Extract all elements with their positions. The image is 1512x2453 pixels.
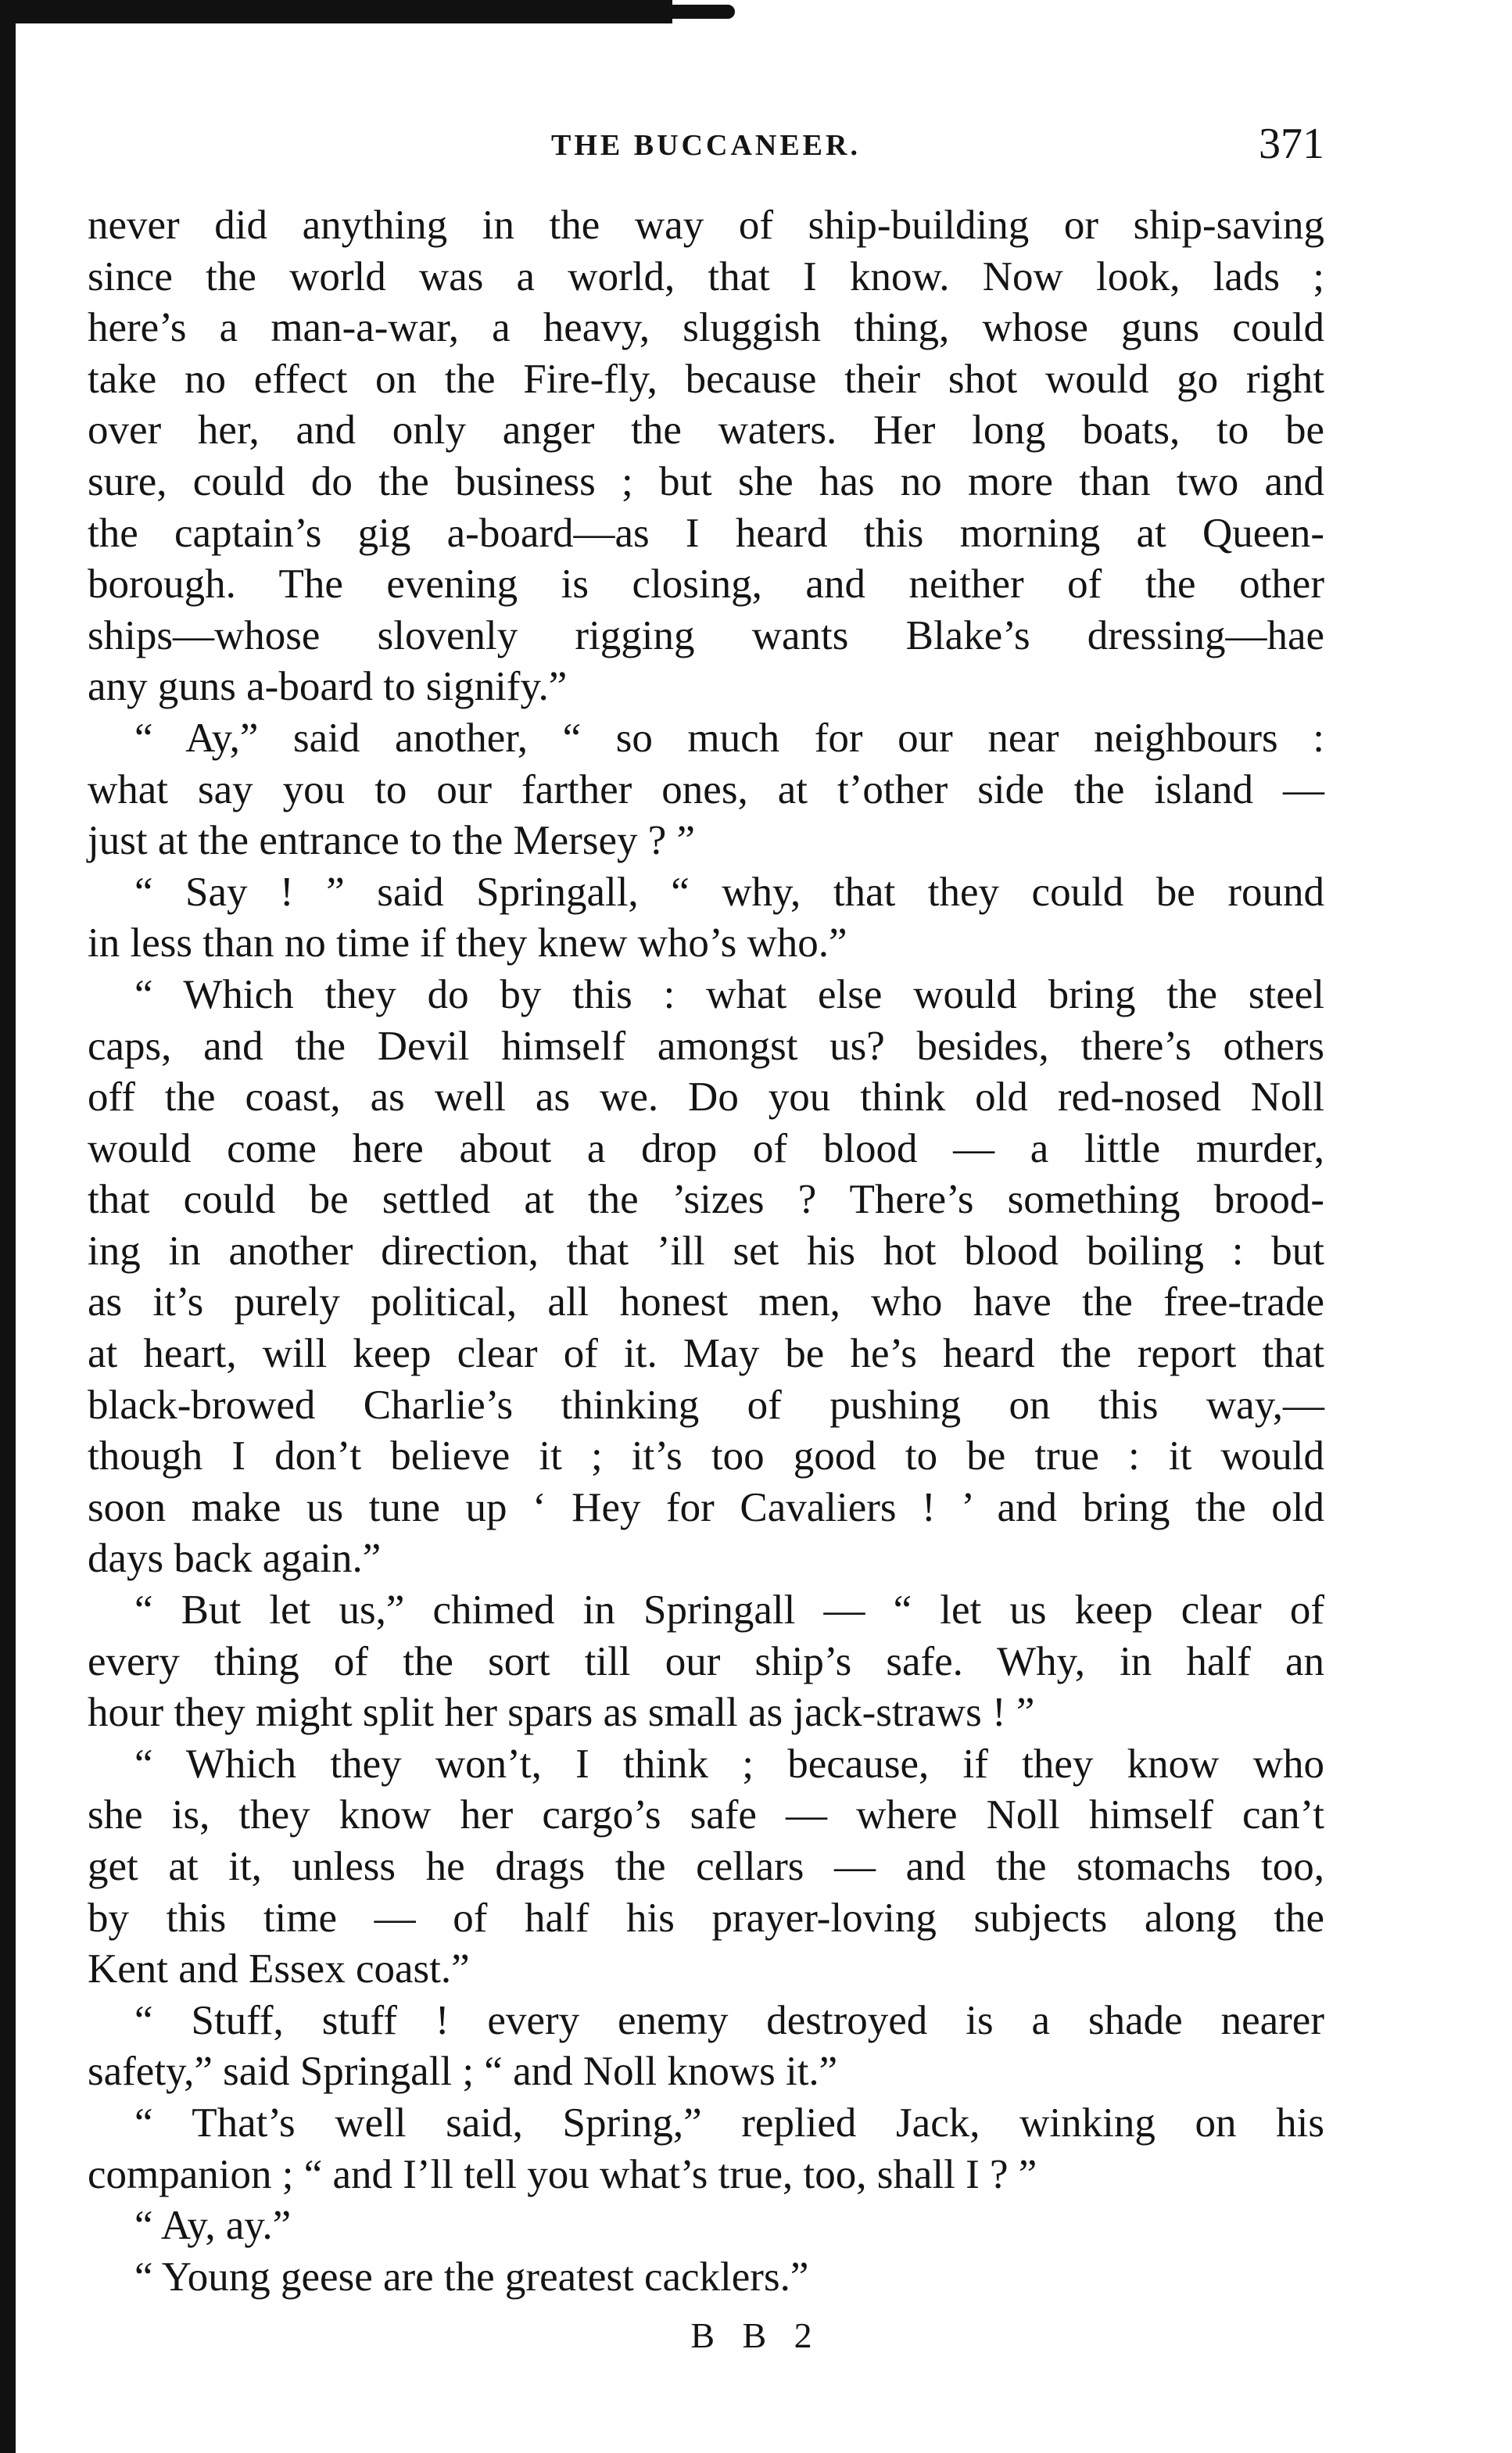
text-line: over her, and only anger the waters. Her long boats, to be bbox=[88, 407, 1324, 454]
text-line: black-browed Charlie’s thinking of pushing on this way,— bbox=[88, 1382, 1324, 1428]
text-line: “ Ay,” said another, “ so much for our near neighbours : bbox=[134, 715, 1324, 761]
text-line: companion ; “ and I’ll tell you what’s true, too, shall I ? ” bbox=[88, 2151, 1037, 2197]
scan-edge-shadow-tail bbox=[610, 5, 735, 19]
scan-left-edge bbox=[0, 0, 16, 2453]
text-line: sure, could do the business ; but she has no more than two and bbox=[88, 458, 1324, 504]
page-header bbox=[88, 116, 1324, 178]
text-line: “ Stuff, stuff ! every enemy destroyed is a shade nearer bbox=[134, 1997, 1324, 2043]
text-line: “ Ay, ay.” bbox=[134, 2203, 292, 2249]
text-line: in less than no time if they knew who’s who.” bbox=[88, 920, 847, 966]
text-line: ing in another direction, that ’ill set his hot blood boiling : but bbox=[88, 1228, 1324, 1274]
text-line: she is, they know her cargo’s safe — where Noll himself can’t bbox=[88, 1792, 1324, 1838]
text-line: would come here about a drop of blood — a little murder, bbox=[88, 1125, 1324, 1171]
text-line: here’s a man-a-war, a heavy, sluggish thing, whose guns could bbox=[88, 305, 1324, 351]
text-body bbox=[88, 200, 1324, 2303]
text-line: at heart, will keep clear of it. May be he’s heard the report that bbox=[88, 1331, 1324, 1377]
text-line: safety,” said Springall ; “ and Noll knows it.” bbox=[88, 2049, 838, 2095]
text-line: ships—whose slovenly rigging wants Blake’s dressing—hae bbox=[88, 612, 1324, 658]
text-line: take no effect on the Fire-fly, because their shot would go right bbox=[88, 356, 1324, 402]
scan-edge-shadow bbox=[0, 0, 672, 23]
text-line: as it’s purely political, all honest men, who have the free-trade bbox=[88, 1279, 1324, 1325]
text-line: off the coast, as well as we. Do you think old red-nosed Noll bbox=[88, 1074, 1324, 1121]
text-line: “ That’s well said, Spring,” replied Jack, winking on his bbox=[134, 2100, 1324, 2146]
text-line: caps, and the Devil himself amongst us? besides, there’s others bbox=[88, 1023, 1324, 1069]
text-line: just at the entrance to the Mersey ? ” bbox=[88, 818, 696, 864]
text-line: by this time — of half his prayer-loving subjects along the bbox=[88, 1895, 1324, 1941]
text-line: soon make us tune up ‘ Hey for Cavaliers ! ’ and bring the old bbox=[88, 1484, 1324, 1530]
signature-mark: B B 2 bbox=[690, 2315, 822, 2355]
text-line: the captain’s gig a-board—as I heard this morning at Queen- bbox=[88, 510, 1324, 556]
text-line: hour they might split her spars as small as jack-straws ! ” bbox=[88, 1690, 1035, 1736]
text-line: “ Which they do by this : what else would bring the steel bbox=[134, 971, 1324, 1017]
running-title: THE BUCCANEER. bbox=[551, 129, 861, 162]
text-line: Kent and Essex coast.” bbox=[88, 1946, 470, 1992]
page-number: 371 bbox=[1259, 120, 1324, 168]
text-line: “ But let us,” chimed in Springall — “ let us keep clear of bbox=[134, 1587, 1324, 1634]
text-line: that could be settled at the ’sizes ? There’s something brood- bbox=[88, 1177, 1324, 1223]
text-line: get at it, unless he drags the cellars — and the stomachs too, bbox=[88, 1844, 1324, 1889]
text-line: any guns a-board to signify.” bbox=[88, 664, 568, 710]
text-line: “ Young geese are the greatest cacklers.” bbox=[134, 2254, 809, 2300]
text-line: never did anything in the way of ship-building or ship-saving bbox=[88, 203, 1324, 248]
text-line: though I don’t believe it ; it’s too good to be true : it would bbox=[88, 1433, 1324, 1479]
text-line: days back again.” bbox=[88, 1536, 382, 1582]
text-line: borough. The evening is closing, and neither of the other bbox=[88, 561, 1324, 608]
text-line: since the world was a world, that I know. Now look, lads ; bbox=[88, 253, 1324, 299]
text-line: “ Which they won’t, I think ; because, if they know who bbox=[134, 1741, 1324, 1787]
text-line: every thing of the sort till our ship’s safe. Why, in half an bbox=[88, 1638, 1324, 1684]
text-line: “ Say ! ” said Springall, “ why, that they could be round bbox=[134, 869, 1324, 915]
text-line: what say you to our farther ones, at t’other side the island — bbox=[88, 766, 1324, 812]
